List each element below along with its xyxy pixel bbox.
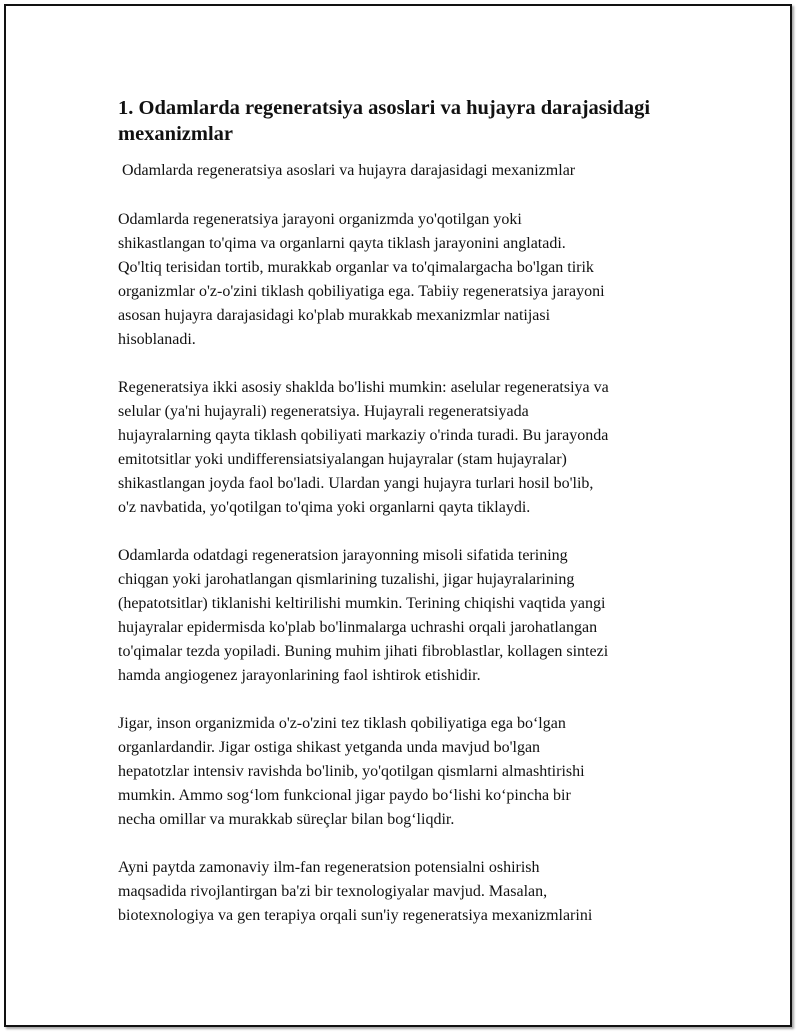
text-line: hepatotzlar intensiv ravishda bo'linib, yo'qotilgan qismlarni almashtirishi [118, 763, 585, 780]
paragraph-5 [118, 856, 698, 928]
text-line: selular (ya'ni hujayrali) regeneratsiya. Hujayrali regeneratsiyada [118, 403, 529, 420]
text-line: biotexnologiya va gen terapiya orqali sun'iy regeneratsiya mexanizmlarini [118, 907, 593, 924]
text-line: asosan hujayra darajasidagi ko'plab murakkab mexanizmlar natijasi [118, 307, 551, 324]
paragraph-2 [118, 376, 698, 520]
paragraph-1 [118, 208, 698, 352]
text-line: organizmlar o'z-o'zini tiklash qobiliyatiga ega. Tabiiy regeneratsiya jarayoni [118, 283, 605, 300]
text-line: mumkin. Ammo sog‘lom funkcional jigar paydo bo‘lishi ko‘pincha bir [118, 787, 571, 804]
text-line: Qo'ltiq terisidan tortib, murakkab organlar va to'qimalargacha bo'lgan tirik [118, 259, 594, 276]
text-line: Regeneratsiya ikki asosiy shaklda bo'lishi mumkin: aselular regeneratsiya va [118, 379, 609, 396]
heading-line: 1. Odamlarda regeneratsiya asoslari va hujayra darajasidagi [118, 97, 651, 119]
text-line: emitotsitlar yoki undifferensiatsiyalangan hujayralar (stam hujayralar) [118, 451, 567, 468]
text-line: hujayralar epidermisda ko'plab bo'linmalarga uchrashi orqali jarohatlangan [118, 619, 598, 636]
text-line: chiqgan yoki jarohatlangan qismlarining tuzalishi, jigar hujayralarining [118, 571, 575, 588]
text-line: necha omillar va murakkab süreçlar bilan bog‘liqdir. [118, 811, 455, 828]
text-line: maqsadida rivojlantirgan ba'zi bir texnologiyalar mavjud. Masalan, [118, 883, 548, 900]
text-line: shikastlangan joyda faol bo'ladi. Ulardan yangi hujayra turlari hosil bo'lib, [118, 475, 594, 492]
text-line: hisoblanadi. [118, 331, 196, 348]
text-line: Odamlarda regeneratsiya jarayoni organizmda yo'qotilgan yoki [118, 211, 522, 228]
document-heading [118, 95, 698, 147]
text-line: Odamlarda odatdagi regeneratsion jarayonning misoli sifatida terining [118, 547, 568, 564]
text-line: to'qimalar tezda yopiladi. Buning muhim jihati fibroblastlar, kollagen sintezi [118, 643, 609, 660]
document-body [118, 95, 698, 952]
text-line: hamda angiogenez jarayonlarining faol ishtirok etishidir. [118, 667, 481, 684]
text-line: shikastlangan to'qima va organlarni qayta tiklash jarayonini anglatadi. [118, 235, 566, 252]
heading-line: mexanizmlar [118, 123, 233, 145]
text-line: (hepatotsitlar) tiklanishi keltirilishi mumkin. Terining chiqishi vaqtida yangi [118, 595, 606, 612]
text-line: hujayralarning qayta tiklash qobiliyati markaziy o'rinda turadi. Bu jarayonda [118, 427, 609, 444]
text-line: Jigar, inson organizmida o'z-o'zini tez tiklash qobiliyatiga ega bo‘lgan [118, 715, 566, 732]
document-subheading: Odamlarda regeneratsiya asoslari va hujayra darajasidagi mexanizmlar [122, 162, 576, 179]
paragraph-3 [118, 544, 698, 688]
text-line: o'z navbatida, yo'qotilgan to'qima yoki organlarni qayta tiklaydi. [118, 499, 531, 516]
paragraph-4 [118, 712, 698, 832]
text-line: Ayni paytda zamonaviy ilm-fan regeneratsion potensialni oshirish [118, 859, 540, 876]
text-line: organlardandir. Jigar ostiga shikast yetganda unda mavjud bo'lgan [118, 739, 541, 756]
